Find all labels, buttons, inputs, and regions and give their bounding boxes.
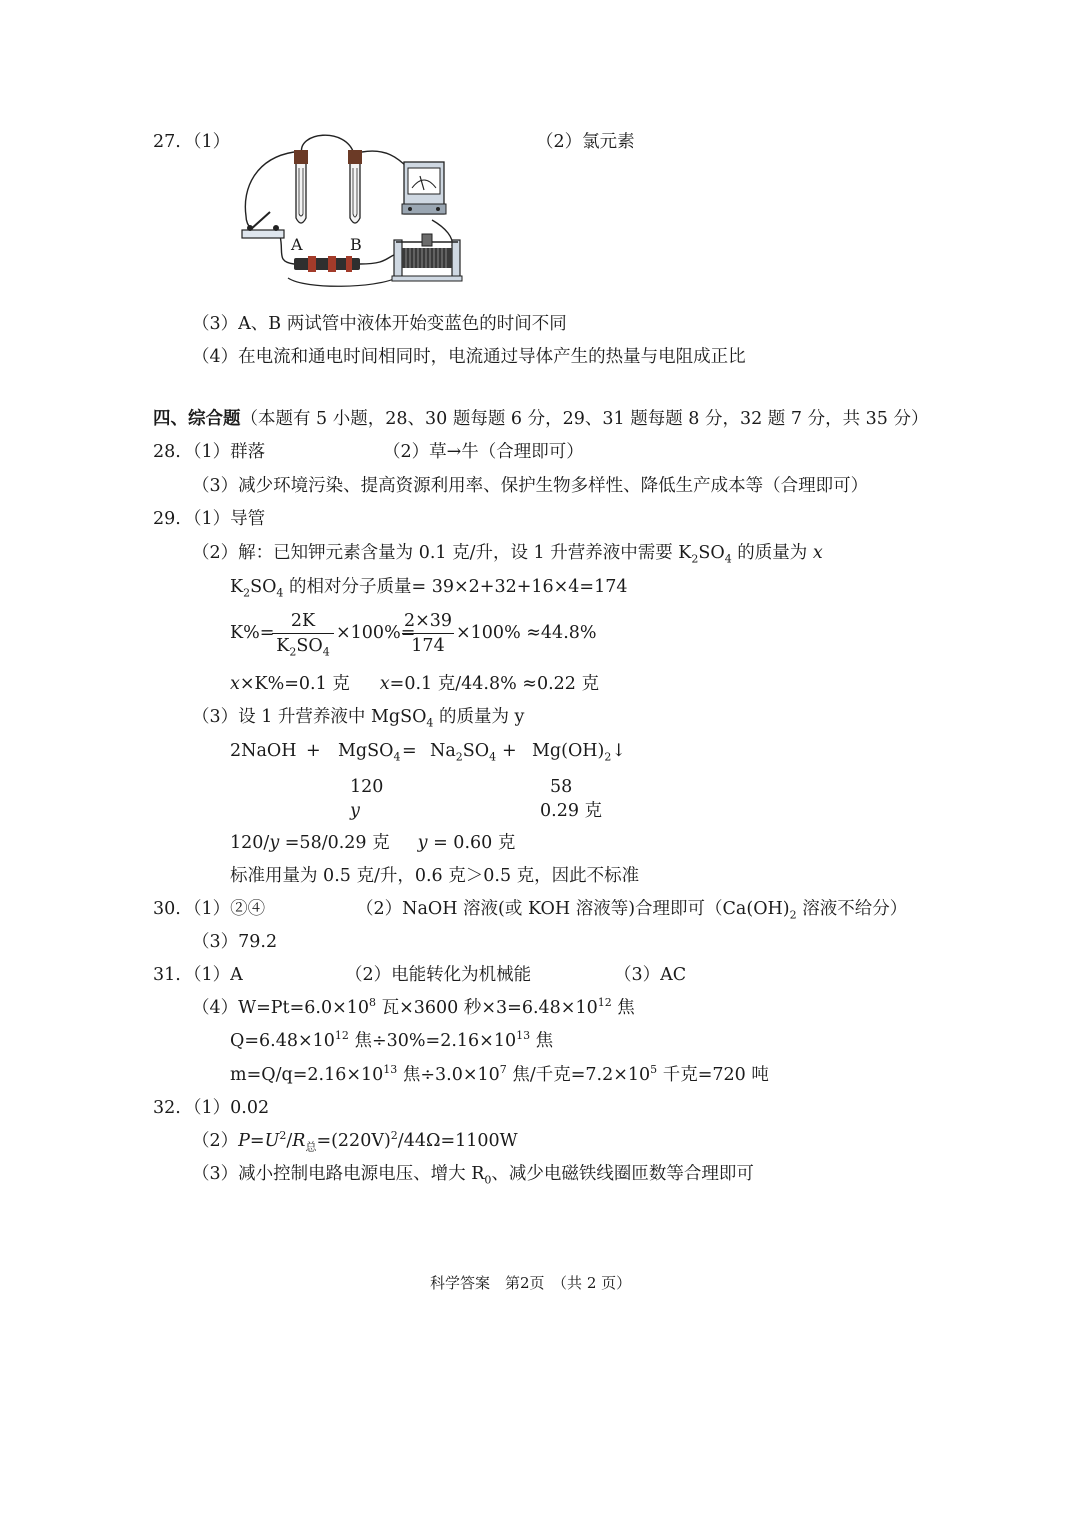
- eq-na2so4: [430, 740, 496, 762]
- q29-result: [230, 832, 515, 854]
- section-desc: （本题有 5 小题，28、30 题每题 6 分，29、31 题每题 8 分，32 题 7 分，共 35 分）: [240, 409, 929, 429]
- q32-text: /: [286, 1131, 293, 1151]
- resistor-wire-icon: [294, 256, 360, 272]
- q30-part3: （3）79.2: [192, 932, 278, 952]
- superscript: 2: [390, 1129, 398, 1143]
- fraction-bar: [402, 633, 454, 634]
- variable-r: R: [292, 1131, 306, 1151]
- fraction-denominator: [272, 635, 334, 657]
- q32-text: 、减少电磁铁线圈匝数等合理即可: [491, 1164, 754, 1184]
- ammeter-icon: [402, 162, 446, 214]
- variable-x: x: [230, 674, 240, 694]
- q29-part2: [192, 542, 823, 564]
- q31-number: 31.: [153, 965, 181, 985]
- q32-text: （3）减小控制电路电源电压、增大 R: [192, 1164, 485, 1184]
- variable-x: x: [812, 543, 823, 563]
- subscript: 2: [455, 750, 463, 764]
- q27-number: [153, 131, 181, 153]
- calc-text: =0.1 克/44.8% ≈0.22 克: [389, 674, 599, 694]
- subscript: 4: [322, 645, 330, 659]
- subscript: 4: [724, 552, 732, 566]
- result-text: = 0.60 克: [427, 833, 516, 853]
- q32-number: 32.: [153, 1098, 181, 1118]
- q32-text: /44Ω=1100W: [397, 1131, 518, 1151]
- superscript: 12: [597, 996, 612, 1010]
- q27-part1: （1）: [184, 132, 231, 152]
- q29-p2-text: （2）解：已知钾元素含量为 0.1 克/升，设 1 升营养液中需要 K: [192, 543, 692, 563]
- times-100-label: ×100%=: [336, 623, 416, 643]
- eq-plus: +: [306, 741, 321, 761]
- q27-part4: （4）在电流和通电时间相同时，电流通过导体产生的热量与电阻成正比: [192, 347, 746, 367]
- q30-part2: [356, 898, 907, 920]
- q32-text: （2）: [192, 1131, 239, 1151]
- subscript: 2: [289, 645, 297, 659]
- section-header: [153, 408, 928, 430]
- eq-text: SO: [462, 741, 490, 761]
- superscript: 8: [369, 996, 377, 1010]
- q31-text: 焦: [530, 1031, 554, 1051]
- test-tube-a: [294, 150, 308, 223]
- q31-heat: [230, 1030, 553, 1052]
- subscript: 4: [426, 716, 434, 730]
- q32-text: =(220V): [316, 1131, 391, 1151]
- eq-mgoh2: [532, 740, 626, 762]
- ratio-y: y: [350, 801, 360, 821]
- q29-p2-text: 的质量为: [731, 543, 813, 563]
- subscript: 2: [604, 750, 612, 764]
- fraction-denominator: 174: [411, 636, 445, 656]
- superscript: 13: [383, 1063, 398, 1077]
- den-text: SO: [296, 636, 323, 656]
- wire-between-tubes: [302, 135, 354, 154]
- q31-text: 焦÷30%=2.16×10: [348, 1031, 517, 1051]
- q28-part2: （2）草→牛（合理即可）: [383, 442, 584, 462]
- subscript: 4: [393, 750, 401, 764]
- variable-p: P: [238, 1131, 250, 1151]
- q30-number: 30.: [153, 899, 181, 919]
- result-text: 120/: [230, 833, 270, 853]
- section-title: 四、综合题: [153, 409, 241, 429]
- q29-part3: [192, 706, 524, 728]
- q32-part3: [192, 1163, 754, 1185]
- superscript: 5: [650, 1063, 658, 1077]
- q28-part1: （1）群落: [184, 442, 266, 462]
- page-footer: 科学答案 第2页 （共 2 页）: [430, 1274, 632, 1292]
- fraction-bar: [272, 633, 334, 634]
- q27-part2: （2）氯元素: [536, 132, 635, 152]
- q29-conclusion: 标准用量为 0.5 克/升，0.6 克＞0.5 克，因此不标准: [230, 866, 640, 886]
- eq-equals: =: [402, 741, 417, 761]
- den-text: K: [276, 636, 290, 656]
- q29-molar-mass: [230, 576, 628, 598]
- eq-text: Mg(OH): [532, 741, 605, 761]
- test-tube-b: [348, 150, 362, 223]
- q31-text: m=Q/q=2.16×10: [230, 1065, 384, 1085]
- wire-bottom: [288, 278, 396, 286]
- wire-resistor-rheostat: [360, 254, 396, 264]
- wire-to-meter: [362, 151, 408, 168]
- calc-text: ×K%=0.1 克: [239, 674, 350, 694]
- variable-y: y: [417, 833, 428, 853]
- q30-p2-text: （2）NaOH 溶液(或 KOH 溶液等)合理即可（Ca(OH): [356, 899, 790, 919]
- q32-part2: [192, 1130, 518, 1152]
- q31-part1: （1）A: [184, 965, 243, 985]
- subscript: 2: [789, 908, 797, 922]
- q29-part1: （1）导管: [184, 509, 266, 529]
- k-percent-result: ×100% ≈44.8%: [456, 623, 597, 643]
- tube-b-label: B: [350, 235, 362, 254]
- q29-mr-text: SO: [250, 577, 277, 597]
- precipitate-arrow: ↓: [611, 741, 627, 761]
- wire-left: [245, 152, 294, 230]
- q31-text: 焦÷3.0×10: [397, 1065, 500, 1085]
- q27-num: 27.: [153, 132, 181, 152]
- superscript: 7: [499, 1063, 507, 1077]
- variable-u: U: [264, 1131, 280, 1151]
- fraction-2k-over-k2so4: [272, 610, 334, 657]
- eq-text: MgSO: [338, 741, 394, 761]
- q31-text: 焦/千克=7.2×10: [506, 1065, 651, 1085]
- superscript: 13: [516, 1029, 531, 1043]
- q31-part4: [192, 997, 635, 1019]
- q29-number: 29.: [153, 509, 181, 529]
- q29-p2-text: SO: [698, 543, 725, 563]
- tube-a-label: A: [291, 235, 303, 254]
- q32-part1: （1）0.02: [184, 1098, 270, 1118]
- superscript: 2: [279, 1129, 287, 1143]
- q31-part2: （2）电能转化为机械能: [345, 965, 532, 985]
- fraction-numerator: 2×39: [404, 611, 453, 631]
- q31-text: 焦: [611, 998, 635, 1018]
- variable-y: y: [269, 833, 280, 853]
- q31-text: Q=6.48×10: [230, 1031, 335, 1051]
- subscript: 2: [691, 552, 699, 566]
- q31-text: 千克=720 吨: [657, 1065, 769, 1085]
- q29-p3-text: 的质量为 y: [433, 707, 525, 727]
- subscript: 总: [305, 1140, 317, 1154]
- q28-number: 28.: [153, 442, 181, 462]
- superscript: 12: [334, 1029, 349, 1043]
- ratio-58: 58: [550, 777, 573, 797]
- q28-part3: （3）减少环境污染、提高资源利用率、保护生物多样性、降低生产成本等（合理即可）: [192, 476, 869, 496]
- q31-text: （4）W=Pt=6.0×10: [192, 998, 370, 1018]
- q27-part3: （3）A、B 两试管中液体开始变蓝色的时间不同: [192, 314, 567, 334]
- subscript: 4: [276, 586, 284, 600]
- subscript: 4: [489, 750, 497, 764]
- rheostat-icon: [392, 234, 462, 281]
- q30-p2-text: 溶液不给分）: [796, 899, 908, 919]
- subscript: 0: [484, 1173, 492, 1187]
- q32-text: =: [249, 1131, 265, 1151]
- q29-p3-text: （3）设 1 升营养液中 MgSO: [192, 707, 427, 727]
- eq-naoh: 2NaOH: [230, 741, 297, 761]
- result-text: =58/0.29 克: [279, 833, 390, 853]
- variable-x: x: [379, 674, 390, 694]
- q31-mass: [230, 1064, 769, 1086]
- ratio-029: 0.29 克: [540, 801, 603, 821]
- eq-mgso4: [338, 740, 400, 762]
- eq-plus: +: [502, 741, 517, 761]
- q30-part1: （1）②④: [184, 899, 266, 919]
- k-percent-label: K%=: [230, 623, 275, 643]
- q29-calc-line: [230, 673, 599, 695]
- fraction-numerator: 2K: [290, 611, 316, 631]
- circuit-diagram: [236, 128, 468, 290]
- q29-mr-text: 的相对分子质量= 39×2+32+16×4=174: [283, 577, 628, 597]
- eq-text: Na: [430, 741, 456, 761]
- fraction-2x39-over-174: [402, 610, 454, 657]
- q29-mr-text: K: [230, 577, 244, 597]
- ratio-120: 120: [350, 777, 384, 797]
- subscript: 2: [243, 586, 251, 600]
- q31-text: 瓦×3600 秒×3=6.48×10: [376, 998, 598, 1018]
- q31-part3: （3）AC: [614, 965, 687, 985]
